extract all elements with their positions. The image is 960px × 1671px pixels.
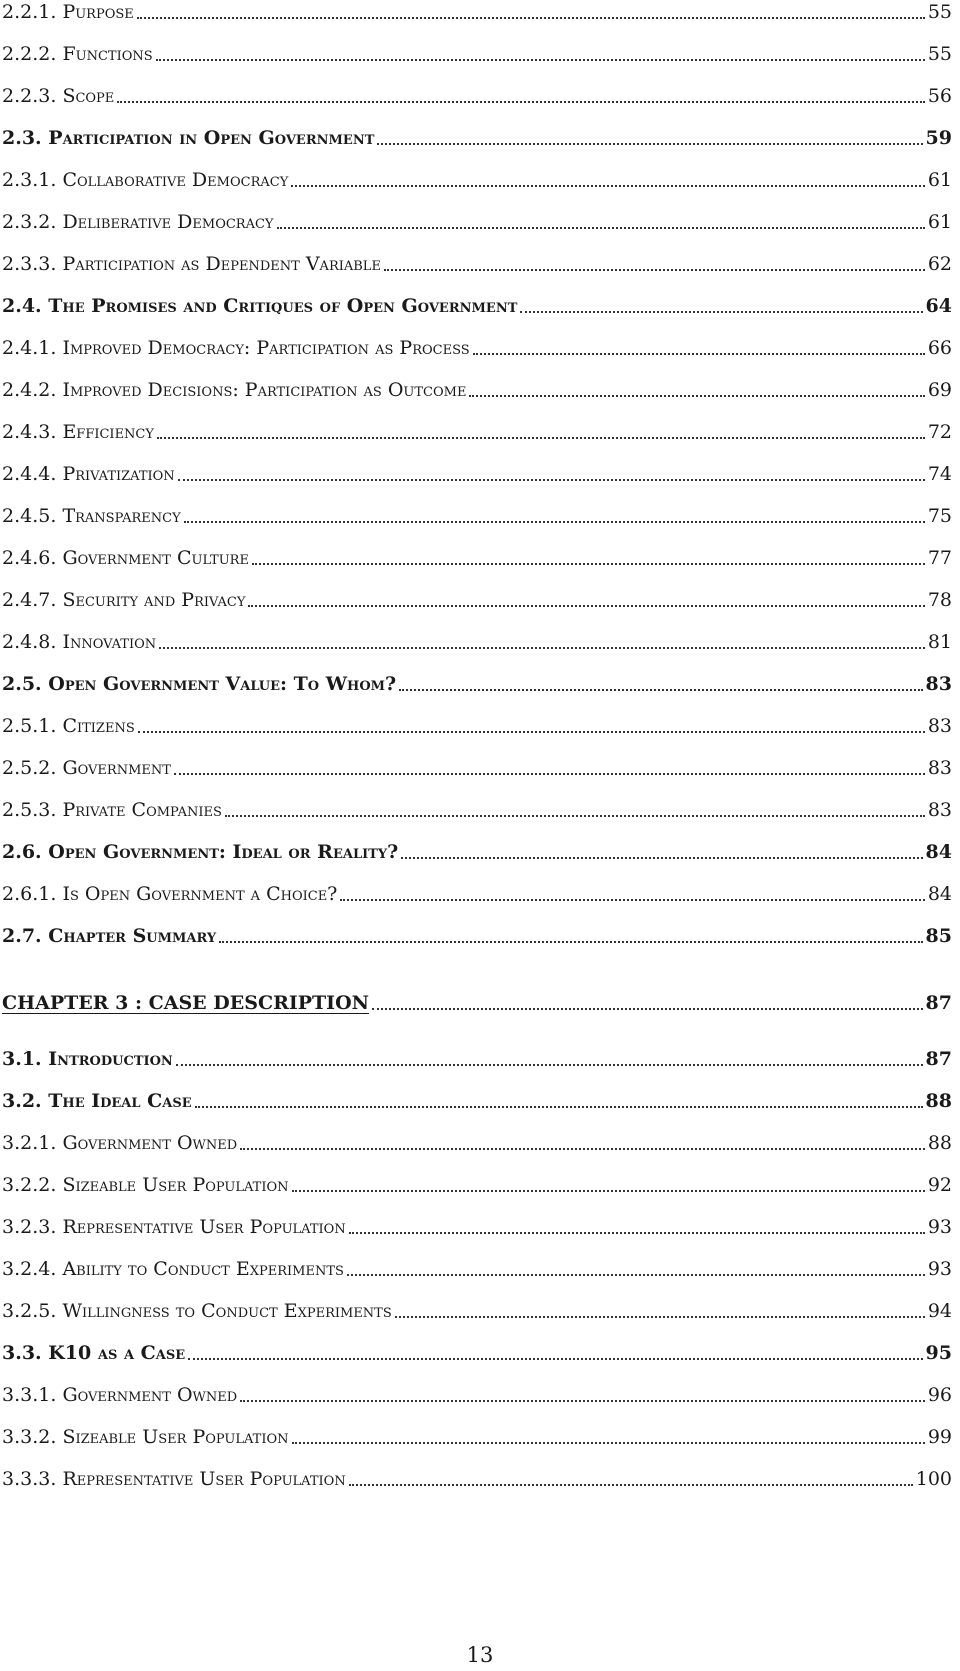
toc-entry-title: The Promises and Critiques of Open Government [48, 295, 518, 317]
toc-entry-title: Private Companies [62, 799, 222, 821]
toc-entry-page: 61 [927, 211, 952, 233]
toc-section-entry[interactable] [2, 116, 952, 150]
toc-dot-leader [252, 555, 925, 565]
toc-entry-number: 2.5.2. [2, 757, 63, 779]
toc-subsection-entry[interactable] [2, 452, 952, 486]
toc-dot-leader [384, 261, 925, 271]
toc-subsection-entry[interactable] [2, 1373, 952, 1407]
toc-entry-title: Efficiency [62, 421, 154, 443]
toc-dot-leader [240, 1140, 925, 1150]
toc-dot-leader [156, 51, 925, 61]
toc-entry-title: Open Government Value: To Whom? [48, 673, 397, 695]
toc-entry-number: 3.2. [2, 1090, 49, 1112]
toc-entry-page: 85 [925, 925, 952, 947]
toc-subsection-entry[interactable] [2, 1457, 952, 1491]
toc-entry-page: 61 [927, 169, 952, 191]
toc-entry-number: 2.4.7. [2, 589, 63, 611]
toc-entry-page: 69 [927, 379, 952, 401]
toc-entry-page: 81 [927, 631, 952, 653]
toc-entry-page: 83 [927, 757, 952, 779]
toc-dot-leader [248, 597, 924, 607]
toc-entry-number: 3.3.2. [2, 1426, 63, 1448]
toc-entry-title: Collaborative Democracy [62, 169, 289, 191]
toc-entry-number: 3.3. [2, 1342, 49, 1364]
toc-dot-leader [195, 1098, 923, 1108]
toc-dot-leader [219, 933, 922, 943]
toc-entry-number: 2.4.1. [2, 337, 63, 359]
toc-section-entry[interactable] [2, 662, 952, 696]
toc-entry-page: 93 [927, 1258, 952, 1280]
toc-subsection-entry[interactable] [2, 746, 952, 780]
toc-entry-page: 55 [927, 43, 952, 65]
toc-subsection-entry[interactable] [2, 410, 952, 444]
toc-entry-page: 93 [927, 1216, 952, 1238]
toc-entry-page: 99 [927, 1426, 952, 1448]
toc-entry-page: 66 [927, 337, 952, 359]
toc-entry-page: 88 [927, 1132, 952, 1154]
toc-entry-page: 74 [927, 463, 952, 485]
toc-entry-number: 2.5.1. [2, 715, 63, 737]
toc-subsection-entry[interactable] [2, 368, 952, 402]
toc-entry-title: Ability to Conduct Experiments [62, 1258, 344, 1280]
toc-section-entry[interactable] [2, 914, 952, 948]
toc-entry-page: 88 [925, 1090, 952, 1112]
toc-entry-page: 64 [925, 295, 952, 317]
toc-entry-title: Is Open Government a Choice? [62, 883, 338, 905]
toc-dot-leader [399, 681, 922, 691]
toc-section-entry[interactable] [2, 830, 952, 864]
toc-subsection-entry[interactable] [2, 872, 952, 906]
toc-section-entry[interactable] [2, 1079, 952, 1113]
toc-entry-title: Improved Democracy: Participation as Process [62, 337, 470, 359]
toc-entry-page: 83 [927, 799, 952, 821]
toc-entry-title: Chapter Summary [48, 925, 217, 947]
toc-entry-page: 78 [927, 589, 952, 611]
toc-entry-page: 84 [925, 841, 952, 863]
toc-entry-number: 3.1. [2, 1048, 49, 1070]
toc-dot-leader [188, 1350, 922, 1360]
toc-entry-title: Participation in Open Government [48, 127, 375, 149]
toc-dot-leader [117, 93, 925, 103]
toc-dot-leader [137, 9, 925, 19]
toc-subsection-entry[interactable] [2, 1247, 952, 1281]
toc-dot-leader [240, 1392, 925, 1402]
toc-dot-leader [372, 1000, 923, 1010]
toc-dot-leader [520, 303, 922, 313]
toc-entry-number: 3.2.3. [2, 1216, 63, 1238]
toc-entry-title: CHAPTER 3 : CASE DESCRIPTION [2, 992, 369, 1014]
toc-section-entry[interactable] [2, 1037, 952, 1071]
toc-subsection-entry[interactable] [2, 326, 952, 360]
toc-entry-number: 2.4.3. [2, 421, 63, 443]
toc-subsection-entry[interactable] [2, 158, 952, 192]
toc-dot-leader [347, 1266, 925, 1276]
toc-entry-number: 2.4.6. [2, 547, 63, 569]
toc-entry-number: 3.3.3. [2, 1468, 63, 1490]
toc-dot-leader [469, 387, 924, 397]
toc-entry-title: Government Owned [62, 1384, 238, 1406]
toc-section-entry[interactable] [2, 284, 952, 318]
toc-entry-page: 77 [927, 547, 952, 569]
toc-entry-title: Government Owned [62, 1132, 238, 1154]
toc-subsection-entry[interactable] [2, 788, 952, 822]
toc-entry-page: 56 [927, 85, 952, 107]
toc-dot-leader [349, 1224, 925, 1234]
toc-dot-leader [291, 177, 925, 187]
toc-dot-leader [225, 807, 925, 817]
toc-entry-title: Government [62, 757, 171, 779]
toc-entry-title: Transparency [62, 505, 181, 527]
toc-entry-title: K10 as a Case [48, 1342, 186, 1364]
toc-subsection-entry[interactable] [2, 1205, 952, 1239]
toc-entry-number: 3.3.1. [2, 1384, 63, 1406]
toc-entry-title: Improved Decisions: Participation as Outcome [62, 379, 467, 401]
toc-entry-number: 3.2.1. [2, 1132, 63, 1154]
toc-dot-leader [377, 135, 922, 145]
toc-entry-title: Privatization [62, 463, 175, 485]
toc-dot-leader [292, 1434, 925, 1444]
toc-entry-number: 2.3.2. [2, 211, 63, 233]
toc-entry-title: Participation as Dependent Variable [62, 253, 381, 275]
toc-entry-title: Open Government: Ideal or Reality? [48, 841, 399, 863]
toc-entry-page: 59 [925, 127, 952, 149]
toc-entry-page: 87 [925, 1048, 952, 1070]
toc-entry-page: 87 [925, 992, 952, 1014]
toc-dot-leader [292, 1182, 925, 1192]
toc-dot-leader [395, 1308, 925, 1318]
toc-entry-title: Security and Privacy [62, 589, 246, 611]
toc-dot-leader [473, 345, 925, 355]
toc-entry-title: Introduction [48, 1048, 173, 1070]
toc-subsection-entry[interactable] [2, 242, 952, 276]
toc-entry-number: 2.6.1. [2, 883, 63, 905]
toc-dot-leader [184, 513, 925, 523]
toc-chapter-entry[interactable] [2, 981, 952, 1015]
toc-entry-title: Representative User Population [62, 1216, 346, 1238]
toc-entry-title: Innovation [62, 631, 157, 653]
toc-entry-title: Willingness to Conduct Experiments [62, 1300, 392, 1322]
toc-entry-number: 3.2.4. [2, 1258, 63, 1280]
toc-entry-title: Scope [62, 85, 115, 107]
toc-subsection-entry[interactable] [2, 1121, 952, 1155]
toc-entry-number: 2.3.3. [2, 253, 63, 275]
toc-entry-page: 95 [925, 1342, 952, 1364]
toc-dot-leader [157, 429, 925, 439]
toc-entry-number: 2.5. [2, 673, 49, 695]
toc-dot-leader [138, 723, 925, 733]
toc-entry-title: Deliberative Democracy [62, 211, 274, 233]
toc-dot-leader [340, 891, 924, 901]
toc-dot-leader [178, 471, 925, 481]
toc-dot-leader [176, 1056, 923, 1066]
toc-section-entry[interactable] [2, 1331, 952, 1365]
toc-entry-number: 2.4. [2, 295, 49, 317]
toc-entry-number: 3.2.2. [2, 1174, 63, 1196]
toc-dot-leader [174, 765, 925, 775]
toc-entry-number: 2.4.8. [2, 631, 63, 653]
toc-entry-number: 2.2.2. [2, 43, 63, 65]
toc-dot-leader [401, 849, 922, 859]
toc-subsection-entry[interactable] [2, 200, 952, 234]
toc-entry-number: 2.6. [2, 841, 49, 863]
toc-entry-title: The Ideal Case [48, 1090, 192, 1112]
toc-entry-page: 83 [925, 673, 952, 695]
toc-subsection-entry[interactable] [2, 620, 952, 654]
toc-entry-number: 2.2.1. [2, 1, 63, 23]
toc-entry-number: 2.2.3. [2, 85, 63, 107]
toc-entry-number: 2.5.3. [2, 799, 63, 821]
toc-entry-page: 96 [927, 1384, 952, 1406]
toc-dot-leader [159, 639, 925, 649]
toc-subsection-entry[interactable] [2, 32, 952, 66]
toc-entry-number: 2.7. [2, 925, 49, 947]
toc-subsection-entry[interactable] [2, 578, 952, 612]
toc-entry-number: 2.4.5. [2, 505, 63, 527]
toc-subsection-entry[interactable] [2, 1415, 952, 1449]
toc-entry-number: 2.4.4. [2, 463, 63, 485]
toc-subsection-entry[interactable] [2, 1163, 952, 1197]
toc-entry-number: 3.2.5. [2, 1300, 63, 1322]
toc-dot-leader [349, 1476, 913, 1486]
toc-entry-title: Representative User Population [62, 1468, 346, 1490]
toc-entry-title: Citizens [62, 715, 135, 737]
toc-entry-page: 94 [927, 1300, 952, 1322]
toc-entry-title: Purpose [62, 1, 134, 23]
toc-subsection-entry[interactable] [2, 494, 952, 528]
toc-subsection-entry[interactable] [2, 536, 952, 570]
toc-entry-title: Functions [62, 43, 153, 65]
toc-entry-page: 62 [927, 253, 952, 275]
toc-entry-page: 75 [927, 505, 952, 527]
toc-entry-title: Sizeable User Population [62, 1426, 289, 1448]
toc-entry-number: 2.3.1. [2, 169, 63, 191]
toc-entry-page: 84 [927, 883, 952, 905]
toc-entry-page: 100 [915, 1468, 952, 1490]
toc-subsection-entry[interactable] [2, 0, 952, 24]
toc-entry-title: Sizeable User Population [62, 1174, 289, 1196]
page-number: 13 [466, 1643, 494, 1667]
toc-entry-number: 2.3. [2, 127, 49, 149]
toc-entry-page: 92 [927, 1174, 952, 1196]
toc-entry-title: Government Culture [62, 547, 249, 569]
toc-entry-page: 55 [927, 1, 952, 23]
toc-dot-leader [277, 219, 925, 229]
toc-subsection-entry[interactable] [2, 74, 952, 108]
toc-entry-page: 83 [927, 715, 952, 737]
toc-subsection-entry[interactable] [2, 1289, 952, 1323]
toc-entry-number: 2.4.2. [2, 379, 63, 401]
toc-subsection-entry[interactable] [2, 704, 952, 738]
toc-entry-page: 72 [927, 421, 952, 443]
